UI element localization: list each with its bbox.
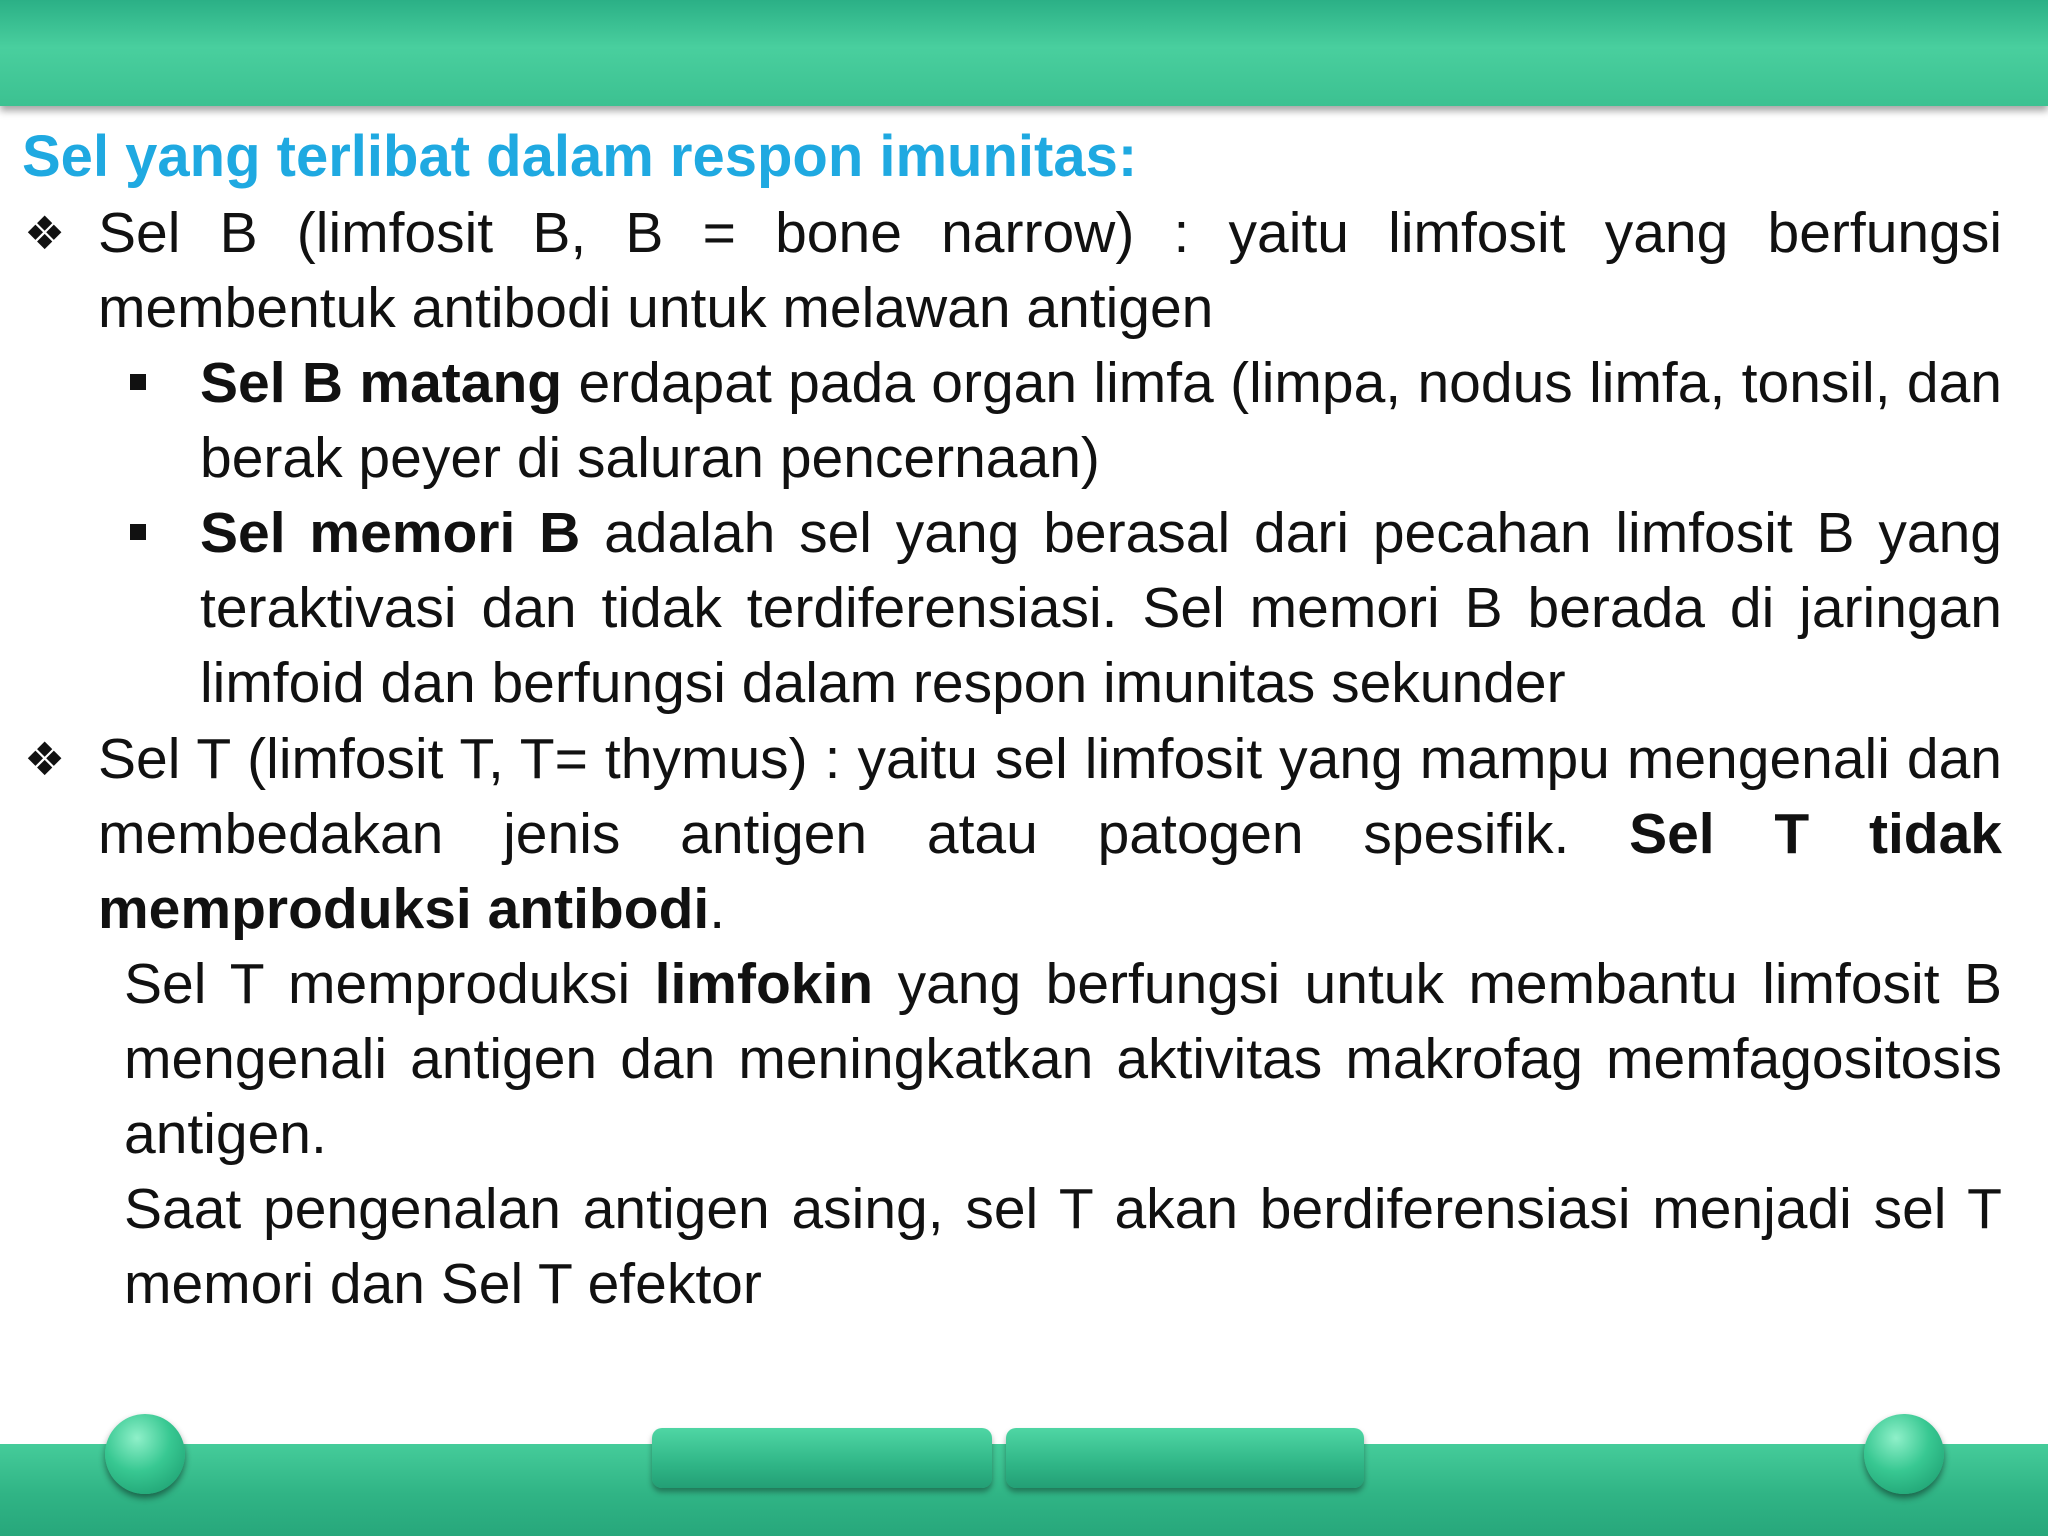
subbullet-sel-memori-b	[200, 496, 2002, 721]
paragraph-diferensiasi-text: Saat pengenalan antigen asing, sel T akan berdiferensiasi menjadi sel T memori dan Sel T efektor	[124, 1177, 2002, 1316]
bullet-sel-t-text: Sel T (limfosit T, T= thymus) : yaitu sel limfosit yang mampu mengenali dan membedakan jenis antigen atau patogen spesifik.	[98, 727, 2002, 866]
footer-tab-right	[1006, 1428, 1364, 1488]
term-sel-b-matang: Sel B matang	[200, 351, 563, 415]
subbullet-sel-b-matang	[200, 346, 2002, 496]
diamond-bullet-icon: ❖	[24, 733, 66, 785]
subbullet-sel-b-matang-text: erdapat pada organ limfa (limpa, nodus limfa, tonsil, dan berak peyer di saluran pencernaan)	[200, 351, 2002, 490]
diamond-bullet-icon: ❖	[24, 207, 66, 259]
header-band	[0, 0, 2048, 106]
orb-left-decoration	[105, 1414, 185, 1494]
bullet-sel-t-end: .	[709, 877, 726, 941]
bullet-sel-t	[98, 722, 2002, 947]
orb-right-decoration	[1864, 1414, 1944, 1494]
paragraph-sel-t-diferensiasi	[124, 1172, 2002, 1322]
square-bullet-icon	[130, 374, 146, 390]
term-sel-memori-b: Sel memori B	[200, 501, 581, 565]
square-bullet-icon	[130, 524, 146, 540]
bullet-sel-b-text: Sel B (limfosit B, B = bone narrow) : yaitu limfosit yang berfungsi membentuk antibodi untuk melawan antigen	[98, 201, 2002, 340]
paragraph-limfokin-after: yang berfungsi untuk membantu limfosit B mengenali antigen dan meningkatkan aktivitas makrofag memfagositosis antigen.	[124, 952, 2003, 1166]
term-limfokin: limfokin	[654, 952, 874, 1016]
bullet-sel-b	[98, 196, 2002, 346]
footer-tab-left	[652, 1428, 992, 1488]
slide-title: Sel yang terlibat dalam respon imunitas:	[22, 124, 1138, 189]
term-sel-t-tidak-antibodi: Sel T tidak memproduksi antibodi	[98, 802, 2002, 941]
paragraph-limfokin-before: Sel T memproduksi	[124, 952, 655, 1016]
paragraph-sel-t-limfokin	[124, 947, 2002, 1172]
subbullet-sel-memori-b-text: adalah sel yang berasal dari pecahan limfosit B yang teraktivasi dan tidak terdiferensiasi. Sel memori B berada di jaringan limfoid dan berfungsi dalam respon imunitas sekunder	[200, 501, 2003, 715]
